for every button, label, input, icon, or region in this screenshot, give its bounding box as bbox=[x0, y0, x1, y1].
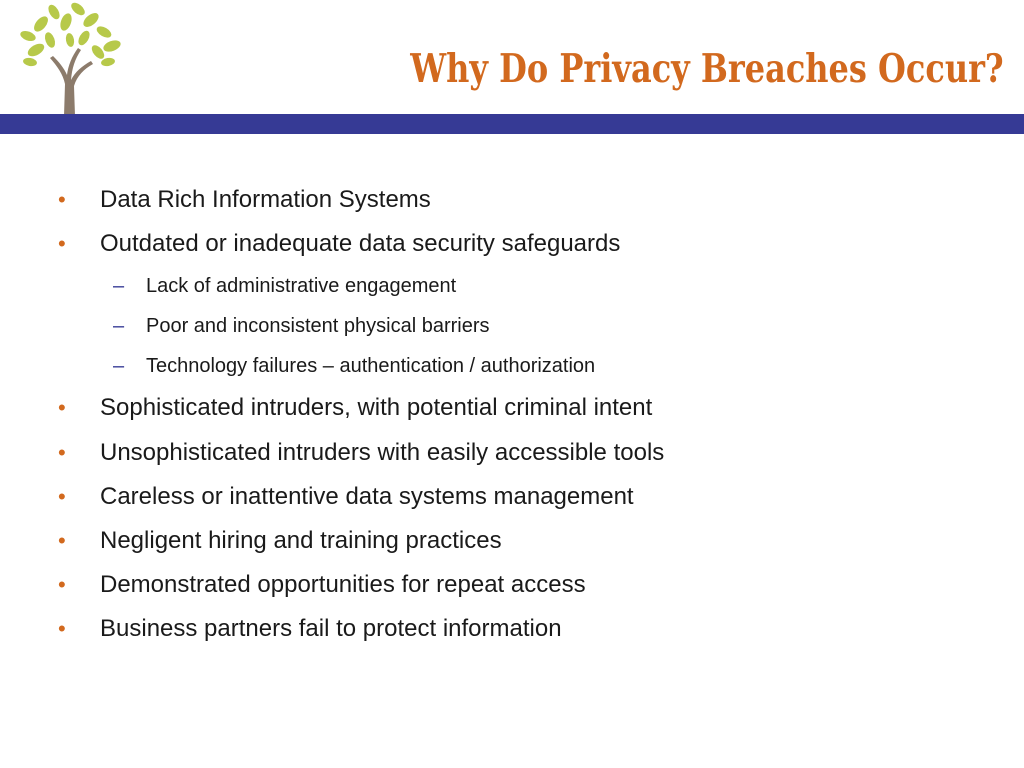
sub-list-item-text: Lack of administrative engagement bbox=[146, 275, 457, 298]
bullet-marker: • bbox=[58, 395, 66, 421]
bullet-marker: • bbox=[58, 527, 66, 553]
list-item-text: Negligent hiring and training practices bbox=[100, 526, 502, 554]
list-item bbox=[0, 607, 1024, 651]
dash-marker: – bbox=[113, 315, 125, 338]
slide-title: Why Do Privacy Breaches Occur? bbox=[410, 46, 1004, 92]
sub-list-item bbox=[0, 346, 1024, 386]
bullet-marker: • bbox=[58, 572, 66, 598]
title-divider-bar bbox=[0, 114, 1024, 134]
tree-logo bbox=[8, 0, 128, 116]
list-item bbox=[0, 178, 1024, 222]
sub-list-item bbox=[0, 266, 1024, 306]
list-item-text: Careless or inattentive data systems management bbox=[100, 482, 634, 510]
list-item-text: Sophisticated intruders, with potential criminal intent bbox=[100, 394, 653, 422]
bullet-marker: • bbox=[58, 187, 66, 212]
list-item bbox=[0, 386, 1024, 430]
bullet-marker: • bbox=[58, 483, 66, 509]
bullet-marker: • bbox=[58, 616, 66, 642]
list-item-text: Business partners fail to protect information bbox=[100, 615, 562, 643]
sub-list-item-text: Poor and inconsistent physical barriers bbox=[146, 315, 490, 338]
list-item bbox=[0, 563, 1024, 607]
dash-marker: – bbox=[113, 355, 125, 378]
list-item-text: Unsophisticated intruders with easily accessible tools bbox=[100, 438, 665, 466]
list-item-text: Demonstrated opportunities for repeat access bbox=[100, 571, 586, 599]
bullet-list bbox=[0, 178, 1024, 652]
list-item bbox=[0, 519, 1024, 563]
bullet-marker: • bbox=[58, 439, 66, 465]
list-item bbox=[0, 431, 1024, 475]
list-item bbox=[0, 475, 1024, 519]
list-item bbox=[0, 222, 1024, 266]
bullet-marker: • bbox=[58, 231, 66, 257]
sub-list-item bbox=[0, 306, 1024, 346]
sub-list-item-text: Technology failures – authentication / authorization bbox=[146, 355, 596, 378]
dash-marker: – bbox=[113, 275, 125, 298]
list-item-text: Outdated or inadequate data security safeguards bbox=[100, 230, 621, 258]
list-item-text: Data Rich Information Systems bbox=[100, 186, 431, 213]
